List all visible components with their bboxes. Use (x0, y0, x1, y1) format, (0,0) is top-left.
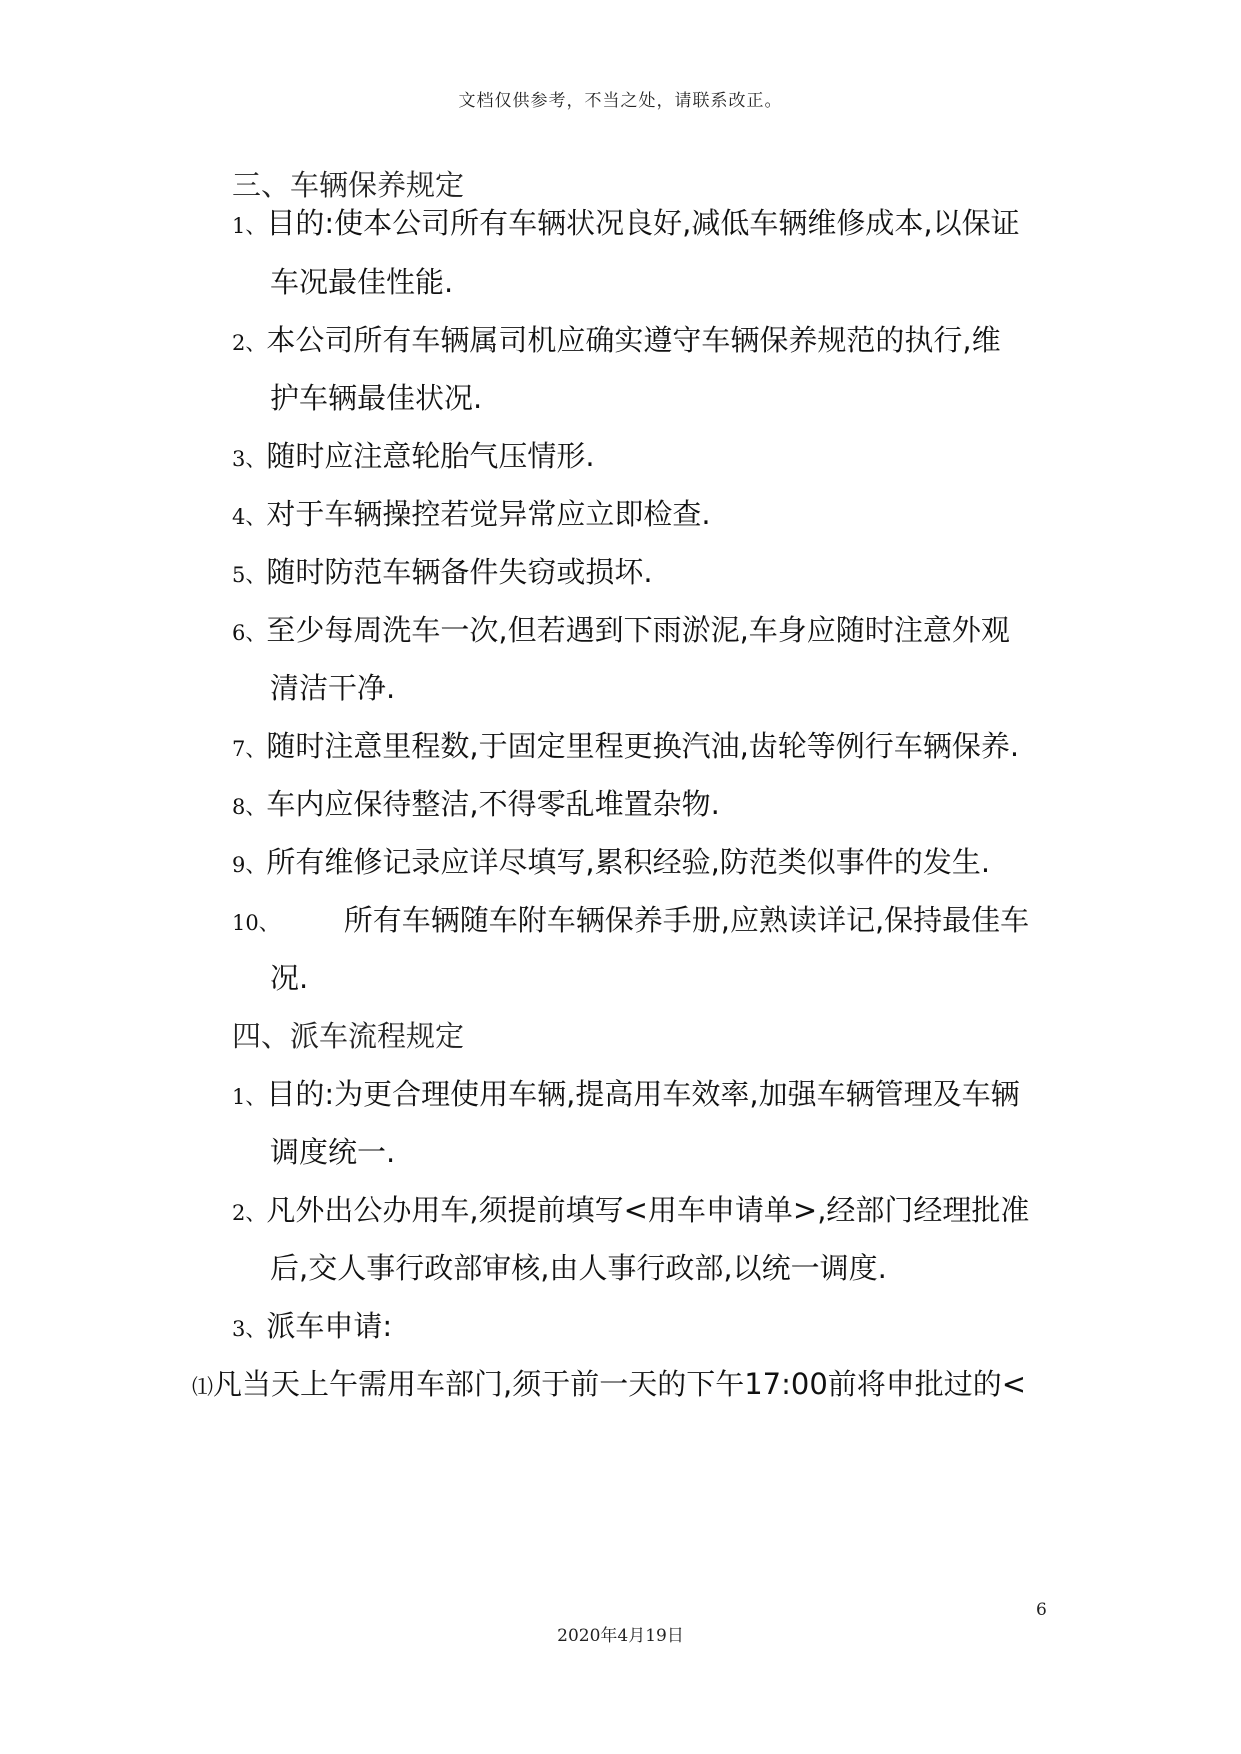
item-text: 随时防范车辆备件失窃或损坏. (266, 555, 653, 589)
list-item (232, 494, 711, 537)
item-text-continuation: 况. (270, 961, 309, 995)
list-item (232, 1190, 1029, 1233)
list-item (232, 784, 720, 827)
item-text: 车内应保待整洁,不得零乱堆置杂物. (266, 787, 720, 821)
document-header-note: 文档仅供参考，不当之处，请联系改正。 (458, 91, 783, 111)
item-text: 至少每周洗车一次,但若遇到下雨淤泥,车身应随时注意外观 (266, 613, 1010, 647)
item-number: 1、 (232, 214, 267, 238)
section-3-heading: 三、车辆保养规定 (232, 168, 465, 202)
item-text-continuation: 清洁干净. (270, 671, 396, 705)
sub-list-item (192, 1364, 1026, 1407)
item-text: 所有车辆随车附车辆保养手册,应熟读详记,保持最佳车 (343, 903, 1030, 937)
list-item (232, 610, 1010, 653)
item-number: 1、 (232, 1085, 267, 1109)
sub-item-number: ⑴ (192, 1375, 213, 1399)
item-text: 目的:为更合理使用车辆,提高用车效率,加强车辆管理及车辆 (266, 1077, 1020, 1111)
page-number: 6 (1036, 1600, 1047, 1620)
item-text: 所有维修记录应详尽填写,累积经验,防范类似事件的发生. (266, 845, 991, 879)
item-text: 对于车辆操控若觉异常应立即检查. (266, 497, 711, 531)
list-item (232, 900, 1029, 943)
list-item (232, 203, 1020, 246)
item-number: 9、 (232, 853, 267, 877)
list-item (232, 320, 1001, 363)
list-item (232, 552, 653, 595)
list-item (232, 1306, 392, 1349)
list-item (232, 726, 1019, 769)
item-number: 2、 (232, 331, 267, 355)
list-item (232, 436, 595, 479)
item-text-continuation: 车况最佳性能. (270, 265, 454, 299)
item-number: 2、 (232, 1201, 267, 1225)
item-text: 凡外出公办用车,须提前填写<用车申请单>,经部门经理批准 (266, 1193, 1030, 1227)
item-number: 7、 (232, 737, 267, 761)
item-number: 8、 (232, 795, 267, 819)
item-text-continuation: 调度统一. (270, 1135, 396, 1169)
item-text-continuation: 护车辆最佳状况. (270, 381, 483, 415)
list-item (232, 1074, 1020, 1117)
item-number: 3、 (232, 447, 267, 471)
item-text: 随时注意里程数,于固定里程更换汽油,齿轮等例行车辆保养. (266, 729, 1020, 763)
list-item (232, 842, 990, 885)
item-number: 10、 (232, 911, 280, 935)
item-text-continuation: 后,交人事行政部审核,由人事行政部,以统一调度. (270, 1251, 887, 1285)
item-number: 6、 (232, 621, 267, 645)
item-text: 派车申请: (266, 1309, 393, 1343)
item-text: 本公司所有车辆属司机应确实遵守车辆保养规范的执行,维 (266, 323, 1001, 357)
item-text: 目的:使本公司所有车辆状况良好,减低车辆维修成本,以保证 (266, 206, 1020, 240)
sub-item-text: 凡当天上午需用车部门,须于前一天的下午17:00前将申批过的< (213, 1367, 1027, 1401)
item-number: 5、 (232, 563, 267, 587)
footer-date: 2020年4月19日 (557, 1626, 684, 1646)
section-4-heading: 四、派车流程规定 (232, 1019, 465, 1053)
item-number: 4、 (232, 505, 267, 529)
item-text: 随时应注意轮胎气压情形. (266, 439, 595, 473)
item-number: 3、 (232, 1317, 267, 1341)
